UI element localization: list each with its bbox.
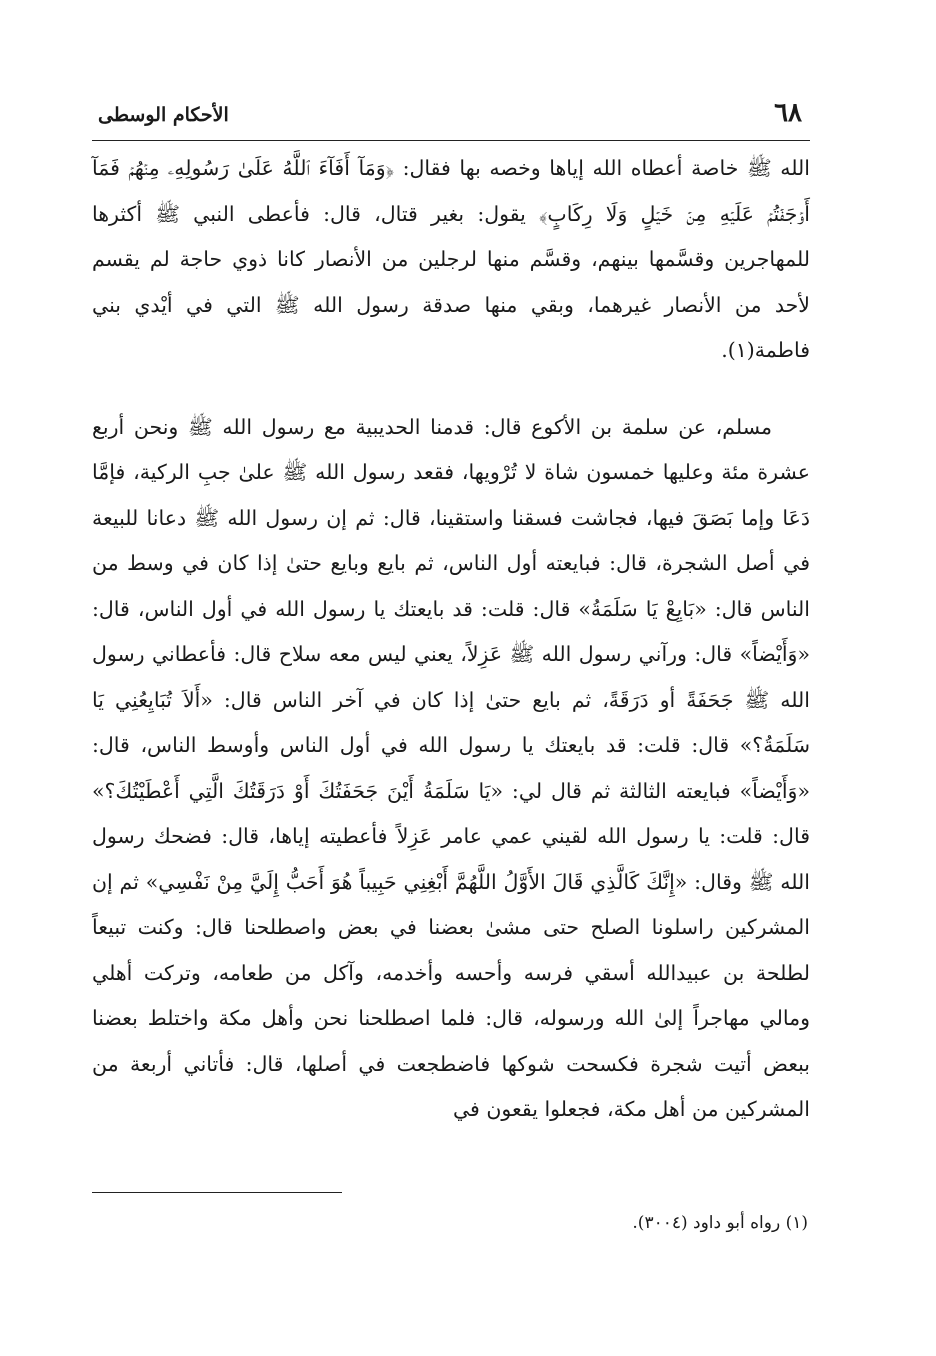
footnote-divider: [92, 1192, 342, 1193]
running-title: الأحكام الوسطى: [98, 104, 229, 126]
page-number: ٦٨: [774, 98, 802, 128]
paragraph-1: الله ﷺ خاصة أعطاه الله إياها وخصه بها فقال: ﴿وَمَآ أَفَآءَ ٱللَّهُ عَلَىٰ رَسُولِهِۦ مِنۡهُمۡ فَمَآ أَوۡجَفۡتُمۡ عَلَيۡهِ مِنۡ خَيۡلٍ وَلَا رِكَابٍ﴾ يقول: بغير قتال، قال: فأعطى النبي ﷺ أكثرها للمهاجرين وقسَّمها بينهم، وقسَّم منها لرجلين من الأنصار كانا ذوي حاجة لم يقسم لأحد من الأنصار غيرهما، وبقي منها صدقة رسول الله ﷺ التي في أيْدي بني فاطمة(١).: [92, 156, 810, 362]
header-divider: [92, 140, 810, 141]
running-header: [92, 88, 810, 128]
footnote: (١) رواه أبو داود (٣٠٠٤).: [632, 1213, 808, 1233]
document-page: [92, 88, 810, 1278]
paragraph-2: مسلم، عن سلمة بن الأكوع قال: قدمنا الحديبية مع رسول الله ﷺ ونحن أربع عشرة مئة وعليها خمسون شاة لا تُرْويها، فقعد رسول الله ﷺ علىٰ جبِ الركية، فإمَّا دَعَا وإما بَصَقَ فيها، فجاشت فسقنا واستقينا، قال: ثم إن رسول الله ﷺ دعانا للبيعة في أصل الشجرة، قال: فبايعته أول الناس، ثم بايع وبايع حتىٰ إذا كان في وسط من الناس قال: «بَايِعْ يَا سَلَمَةُ» قال: قلت: قد بايعتك يا رسول الله في أول الناس، قال: «وَأَيْضاً» قال: ورآني رسول الله ﷺ عَزِلاً، يعني ليس معه سلاح قال: فأعطاني رسول الله ﷺ جَحَفَةً أو دَرَقَةً، ثم بايع حتىٰ إذا كان في آخر الناس قال: «أَلاَ تُبَايِعُنِي يَا سَلَمَةُ؟» قال: قلت: قد بايعتك يا رسول الله في أول الناس وأوسط الناس، قال: «وَأَيْضاً» فبايعته الثالثة ثم قال لي: «يَا سَلَمَةُ أَيْنَ جَحَفَتُكَ أَوْ دَرَقَتُكَ الَّتِي أَعْطَيْتُكَ؟» قال: قلت: يا رسول الله لقيني عمي عامر عَزِلاً فأعطيته إياها، قال: فضحك رسول الله ﷺ وقال: «إِنَّكَ كَالَّذِي قَالَ الأَوَّلُ اللَّهُمَّ أَبْغِنِي حَبِيباً هُوَ أَحَبُّ إِلَيَّ مِنْ نَفْسِي» ثم إن المشركين راسلونا الصلح حتى مشىٰ بعضنا في بعض واصطلحنا قال: وكنت تبيعاً لطلحة بن عبيدالله أسقي فرسه وأحسه وأخدمه، وآكل من طعامه، وتركت أهلي ومالي مهاجراً إلىٰ الله ورسوله، قال: فلما اصطلحنا نحن وأهل مكة واختلط بعضنا ببعض أتيت شجرة فكسحت شوكها فاضطجعت في أصلها، قال: فأتاني أربعة من المشركين من أهل مكة، فجعلوا يقعون في: [92, 414, 810, 1121]
body-text: [92, 146, 810, 1133]
